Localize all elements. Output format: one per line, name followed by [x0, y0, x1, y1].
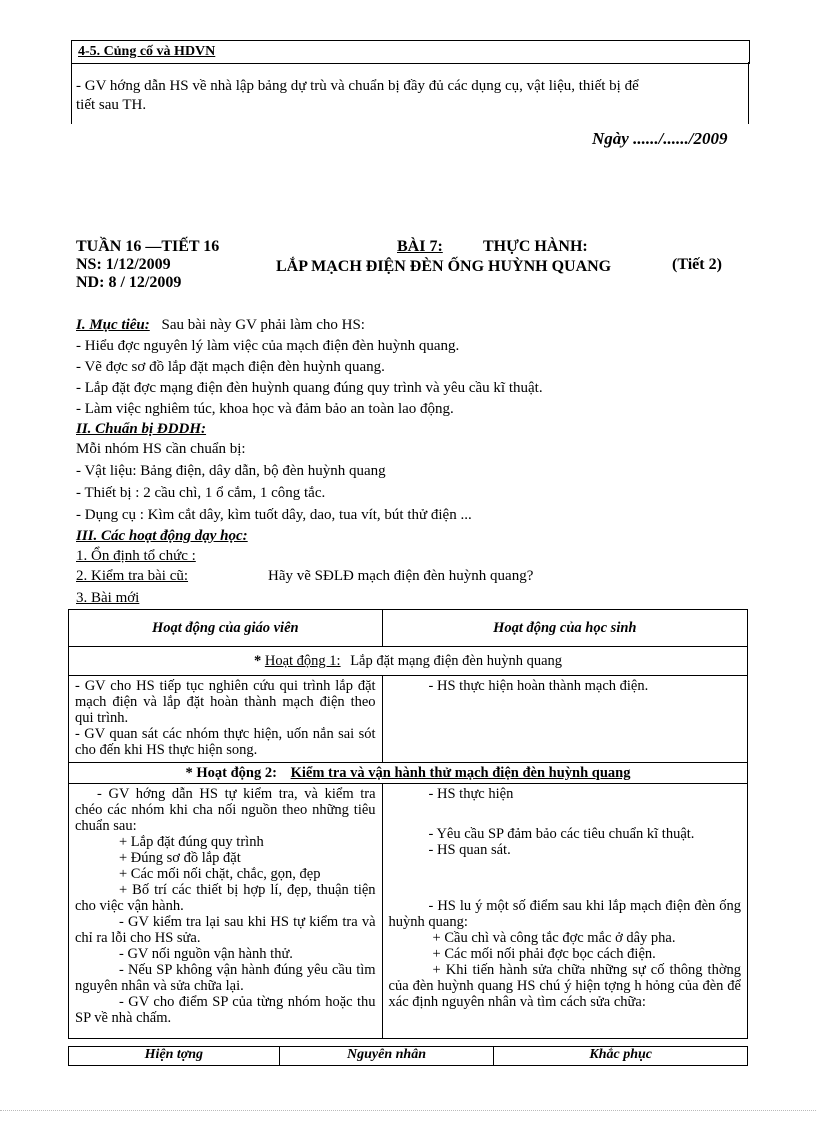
practice-label: THỰC HÀNH:: [483, 238, 588, 255]
phenomenon-column-header: Hiện tợng: [69, 1047, 280, 1066]
instruction-line-2: tiết sau TH.: [76, 97, 147, 113]
activity-2-teacher-cell: [69, 784, 383, 1039]
activities-table: [68, 609, 748, 1039]
activity-2-title: Kiểm tra và vận hành thử mạch điện đèn huỳnh quang: [290, 764, 631, 781]
lesson-title: LẮP MẠCH ĐIỆN ĐÈN ỐNG HUỲNH QUANG: [276, 258, 612, 275]
activity-2-student-cell: [382, 784, 747, 1039]
activities-heading: III. Các hoạt động dạy học:: [76, 528, 248, 544]
activity-2-title-cell: [69, 763, 748, 784]
preparation-item: - Thiết bị : 2 cầu chì, 1 ổ cắm, 1 công tắc.: [76, 485, 326, 501]
a2-teacher-line: + Bố trí các thiết bị hợp lí, đẹp, thuận tiện cho việc vận hành.: [75, 882, 376, 914]
section-4-5-box: [71, 40, 750, 64]
cause-column-header: Nguyên nhân: [279, 1047, 494, 1066]
a2-teacher-line: - Nếu SP không vận hành đúng yêu cầu tìm nguyên nhân và sửa chữa lại.: [75, 962, 376, 994]
activity-2-title-row: [69, 763, 748, 784]
lesson-period: (Tiết 2): [672, 256, 722, 273]
step-2-question: Hãy vẽ SĐLĐ mạch điện đèn huỳnh quang?: [268, 568, 534, 584]
preparation-heading: II. Chuẩn bị ĐDDH:: [76, 421, 207, 437]
preparation-intro: Mỗi nhóm HS cần chuẩn bị:: [76, 441, 246, 457]
teacher-column-header: Hoạt động của giáo viên: [69, 610, 383, 647]
activity-1-row: [69, 676, 748, 763]
a2-student-line: - Yêu cầu SP đảm bảo các tiêu chuẩn kĩ thuật.: [428, 826, 695, 842]
a2-teacher-line: + Các mối nối chặt, chắc, gọn, đẹp: [119, 866, 321, 882]
step-2: 2. Kiểm tra bài cũ:: [76, 568, 189, 584]
a2-student-line: + Cầu chì và công tắc đợc mắc ở dây pha.: [432, 930, 676, 946]
a2-student-line: - HS quan sát.: [428, 842, 511, 858]
lesson-number: BÀI 7:: [397, 238, 443, 255]
step-2-row: [76, 568, 534, 585]
section-4-5-title: 4-5. Củng cố và HDVN: [78, 44, 216, 59]
a2-student-line: + Các mối nối phải đợc bọc cách điện.: [432, 946, 656, 962]
objective-item: - Vẽ đợc sơ đồ lắp đặt mạch điện đèn huỳnh quang.: [76, 359, 385, 375]
activity-1-title-cell: [69, 647, 748, 676]
week-period: TUẦN 16 —TIẾT 16: [76, 238, 220, 255]
objectives-heading: I. Mục tiêu:: [76, 317, 150, 333]
troubleshooting-table: [68, 1046, 748, 1066]
nd-date: ND: 8 / 12/2009: [76, 274, 182, 291]
box-left-border: [71, 62, 72, 124]
objective-item: - Lắp đặt đợc mạng điện đèn huỳnh quang đúng quy trình và yêu cầu kĩ thuật.: [76, 380, 543, 396]
activity-2-label: * Hoạt động 2:: [185, 764, 277, 781]
activity-1-teacher-cell: [69, 676, 383, 763]
activity-1-star: *: [253, 653, 262, 669]
objective-item: - Hiểu đợc nguyên lý làm việc của mạch điện đèn huỳnh quang.: [76, 338, 460, 354]
activity-1-student-cell: [382, 676, 747, 763]
activity-1-title: Lắp đặt mạng điện đèn huỳnh quang: [350, 653, 563, 669]
activity-1-title-row: [69, 647, 748, 676]
a2-teacher-line: - GV hớng dẫn HS tự kiểm tra, và kiểm tra chéo các nhóm khi cha nối nguồn theo những tiêu chuẩn sau:: [75, 786, 376, 834]
fix-column-header: Khắc phục: [494, 1047, 748, 1066]
objective-item: - Làm việc nghiêm túc, khoa học và đảm bảo an toàn lao động.: [76, 401, 454, 417]
a2-teacher-line: + Đúng sơ đồ lắp đặt: [119, 850, 241, 866]
page-bottom-divider: [0, 1110, 816, 1111]
student-column-header: Hoạt động của học sinh: [382, 610, 747, 647]
a2-teacher-line: - GV kiểm tra lại sau khi HS tự kiểm tra và chỉ ra lỗi cho HS sửa.: [75, 914, 376, 946]
step-3: 3. Bài mới: [76, 590, 140, 606]
a2-teacher-line: + Lắp đặt đúng quy trình: [119, 834, 264, 850]
a2-teacher-line: - GV cho điểm SP của từng nhóm hoặc thu SP về nhà chấm.: [75, 994, 376, 1026]
activity-1-label: Hoạt động 1:: [264, 653, 341, 669]
homework-instruction: [76, 77, 748, 115]
troubleshooting-header-row: [69, 1047, 748, 1066]
preparation-item: - Vật liệu: Bảng điện, dây dẫn, bộ đèn huỳnh quang: [76, 463, 386, 479]
activity-1-student-text: - HS thực hiện hoàn thành mạch điện.: [428, 678, 649, 694]
a2-student-line: - HS lu ý một số điểm sau khi lắp mạch điện đèn ống huỳnh quang:: [388, 898, 741, 930]
step-1: 1. Ổn định tổ chức :: [76, 548, 196, 564]
activity-1-teacher-text: - GV quan sát các nhóm thực hiện, uốn nắn sai sót cho đến khi HS thực hiện song.: [75, 726, 376, 758]
objectives-intro: Sau bài này GV phải làm cho HS:: [161, 317, 365, 333]
a2-student-line: + Khi tiến hành sửa chữa những sự cố thông thờng của đèn huỳnh quang HS chú ý hiện tợng h hỏng của đèn để xác định nguyên nhân và tìm cách sửa chữa:: [388, 962, 741, 1010]
a2-student-line: - HS thực hiện: [428, 786, 514, 802]
preparation-item: - Dụng cụ : Kìm cắt dây, kìm tuốt dây, dao, tua vít, bút thử điện ...: [76, 507, 472, 523]
objectives-section: [76, 317, 365, 334]
activity-1-teacher-text: - GV cho HS tiếp tục nghiên cứu qui trình lắp đặt mạch điện và lắp đặt hoàn thành mạch điện theo qui trình.: [75, 678, 376, 726]
instruction-line-1: - GV hớng dẫn HS về nhà lập bảng dự trù và chuẩn bị đầy đủ các dụng cụ, vật liệu, thiết bị để: [76, 78, 639, 94]
ns-date: NS: 1/12/2009: [76, 256, 171, 273]
a2-teacher-line: - GV nối nguồn vận hành thử.: [119, 946, 293, 962]
box-right-border: [748, 62, 749, 124]
table-header-row: [69, 610, 748, 647]
activity-2-row: [69, 784, 748, 1039]
date-line: Ngày ....../....../2009: [592, 129, 728, 148]
